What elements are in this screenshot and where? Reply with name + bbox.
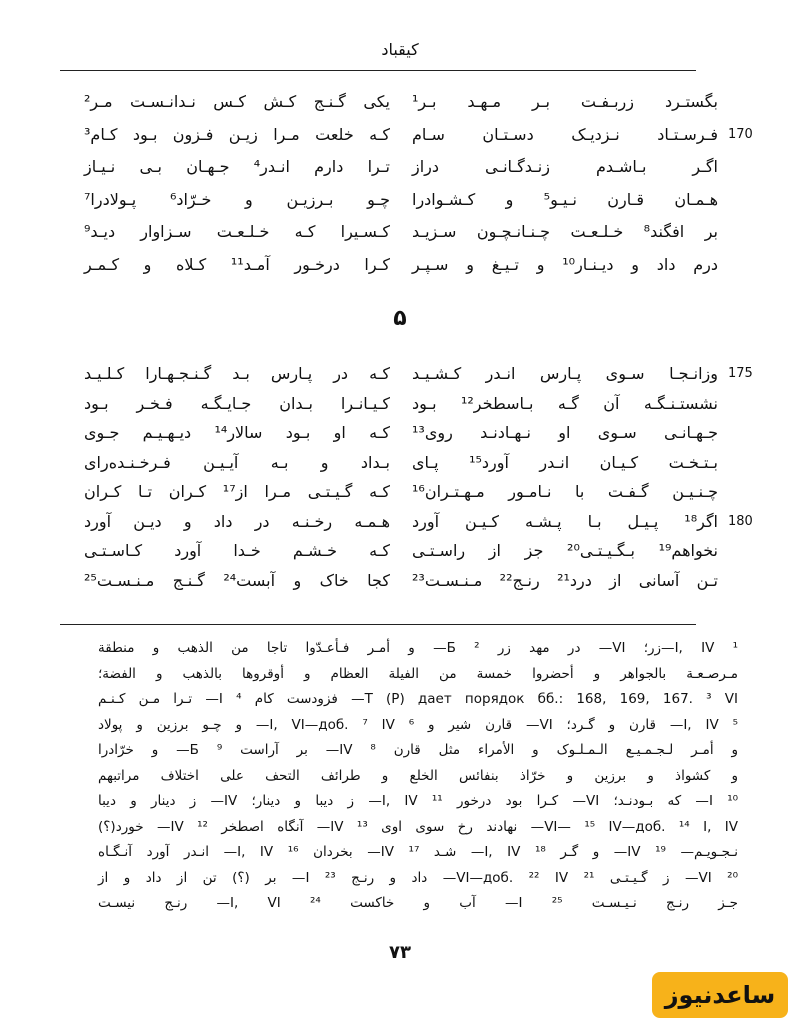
footnote-line: ¹ I, IV—زر؛ VI— در مهد زر ² Б— و أمـر فـأعـدّوا تاجا من الذهب و منطقة bbox=[98, 640, 739, 656]
footnote-line: T (P) дает порядок бб.: 168, 169, 167. ³ VI— فزودست کام ⁴ I— تـرا مـن کـنـم bbox=[98, 691, 738, 707]
verse-line bbox=[0, 390, 800, 418]
footnote-line: و أمـر لـجـمـیـع الـمـلـوک و الأمراء مثل قارن ⁸ IV— بر آراست ⁹ Б— و خرّادرا bbox=[98, 742, 738, 758]
verse-left-hemistich: تـرا دارم انـدر⁴ جـهـان بـی نـیـاز bbox=[84, 157, 390, 176]
verse-left-hemistich: کـیـانـرا بـدان جـایـگـه فـخـر بـود bbox=[84, 393, 390, 413]
verse-right-hemistich: بـتـخـت کـیـان انـدر آورد¹⁵ پـای bbox=[412, 452, 718, 472]
verse-right-hemistich: جـهـانـی سـوی او نـهـادنـد روی¹³ bbox=[412, 423, 718, 442]
verse-line bbox=[0, 186, 800, 214]
verse-line bbox=[0, 88, 800, 116]
page-number: ۷۳ bbox=[389, 942, 411, 963]
line-number: 170 bbox=[728, 126, 753, 142]
footnote-line: ⁵ I, IV— قارن و گـرد؛ VI— قارن شیر و ⁶ I, VI—доб. ⁷ IV— و چـو برزین و پولاد bbox=[98, 716, 738, 733]
running-header: کیقباد bbox=[381, 40, 419, 59]
footnote-line: ²⁰ VI— ز گـیـتـی ²¹ VI—доб. ²² IV— داد و رنـج ²³ I— بر (؟) تن از داد و از bbox=[98, 869, 738, 886]
verse-left-hemistich: یکی گـنـج کـش کـس نـدانـسـت مـر² bbox=[84, 92, 390, 111]
footnote-line: جـز رنـج نـیـسـت ²⁵ I— آب و خاکست ²⁴ I, VI— رنـج نیسـت bbox=[98, 895, 738, 911]
verse-line bbox=[0, 567, 800, 595]
verse-line bbox=[0, 153, 800, 181]
footnote-line: و کشواذ و برزین و خرّاذ بنفائس الخلع و طرائف التحف علی اختلاف مراتبهم bbox=[98, 767, 738, 784]
verse-right-hemistich: چـنـیـن گـفـت با نـامـور مـهـتـران¹⁶ bbox=[412, 482, 718, 501]
verse-right-hemistich: هـمـان قـارن نـیـو⁵ و کـشـوادرا bbox=[412, 189, 718, 209]
verse-right-hemistich: اگـر بـاشـدم زنـدگـانـی دراز bbox=[412, 157, 718, 176]
verse-line bbox=[0, 218, 800, 246]
verse-line bbox=[0, 537, 800, 565]
verse-right-hemistich: فـرسـتـاد نـزدیـک دسـتـان سـام bbox=[412, 124, 718, 144]
footnote-line: نـجـویـم— ¹⁹ IV— و گـر ¹⁸ I, IV— شـد ¹⁷ IV— بخردان ¹⁶ I, IV— انـدر آورد آنـگـاه bbox=[98, 844, 738, 860]
verse-left-hemistich: کـه او بـود سالار¹⁴ دیـهـیـم جـوی bbox=[84, 423, 390, 442]
verse-left-hemistich: بـداد و بـه آیـیـن فـرخـنـده‌رای bbox=[84, 452, 390, 472]
footnote-rule bbox=[60, 624, 696, 625]
verse-left-hemistich: کـه خلعت مـرا زیـن فـزون بـود کـام³ bbox=[84, 124, 390, 144]
verse-line bbox=[0, 121, 800, 149]
verse-right-hemistich: اگر¹⁸ پـیـل بـا پـشـه کـیـن آورد bbox=[412, 511, 718, 531]
footnote-line: VI— ¹⁵ IV—доб. ¹⁴ I, IV— نهادند رخ سوی اوی ¹³ IV— آنگاه اصطخر ¹² IV— خورد(؟) bbox=[98, 818, 739, 835]
verse-right-hemistich: بگستـرد زربـفـت بـر مـهـد بـر¹ bbox=[412, 92, 718, 111]
verse-right-hemistich: تـن آسانی از درد²¹ رنـج²² مـنـسـت²³ bbox=[412, 570, 719, 590]
verse-right-hemistich: نشستـنـگـه آن گـه بـاسطخر¹² بـود bbox=[412, 393, 718, 413]
verse-line bbox=[0, 508, 800, 536]
verse-line bbox=[0, 419, 800, 447]
verse-left-hemistich: کجا خاک و آبست²⁴ گـنـج مـنـسـت²⁵ bbox=[84, 570, 390, 590]
verse-right-hemistich: درم داد و دیـنـار¹⁰ و تـیـغ و سـپـر bbox=[412, 254, 718, 274]
verse-line bbox=[0, 360, 800, 388]
verse-line bbox=[0, 449, 800, 477]
verse-left-hemistich: هـمـه رخـنـه در داد و دیـن آورد bbox=[84, 511, 390, 531]
verse-right-hemistich: وزانـجـا سـوی پـارس انـدر کـشـیـد bbox=[412, 364, 718, 383]
watermark-logo: ساعدنیوز bbox=[652, 972, 788, 1018]
header-rule bbox=[60, 70, 696, 71]
verse-line bbox=[0, 478, 800, 506]
footnote-line: مـرصـعـة بالجواهر و أحضروا خمسة من الفيلة العظام و أوقروها بالذهب و الفضة؛ bbox=[98, 665, 738, 682]
section-number: ۵ bbox=[393, 306, 407, 331]
verse-left-hemistich: چـو بـرزیـن و خـرّاد⁶ پـولادرا⁷ bbox=[84, 189, 390, 209]
verse-right-hemistich: نخواهم¹⁹ بـگـیـتـی²⁰ جز از راسـتـی bbox=[412, 541, 718, 560]
verse-left-hemistich: کـرا درخـور آمـد¹¹ کـلاه و کـمـر bbox=[84, 254, 390, 274]
verse-left-hemistich: کـه گـیـتـی مـرا از¹⁷ کـران تـا کـران bbox=[84, 482, 390, 501]
line-number: 180 bbox=[728, 513, 753, 529]
verse-right-hemistich: بر افگند⁸ خـلـعـت چـنـانـچـون سـزیـد bbox=[412, 222, 718, 241]
line-number: 175 bbox=[728, 366, 753, 381]
footnote-line: ¹⁰ I— که بـودنـد؛ VI— کـرا بود درخور ¹¹ I, IV— ز دیبا و دینار؛ IV— ز دینار و دیبا bbox=[98, 793, 739, 809]
verse-left-hemistich: کـه در پـارس بـد گـنـجـهـارا کـلـیـد bbox=[84, 364, 390, 383]
verse-left-hemistich: کـسـیرا کـه خـلـعـت سـزاوار دیـد⁹ bbox=[84, 222, 390, 241]
verse-line bbox=[0, 251, 800, 279]
verse-left-hemistich: کـه خـشـم خـدا آورد کـاسـتـی bbox=[84, 541, 390, 560]
